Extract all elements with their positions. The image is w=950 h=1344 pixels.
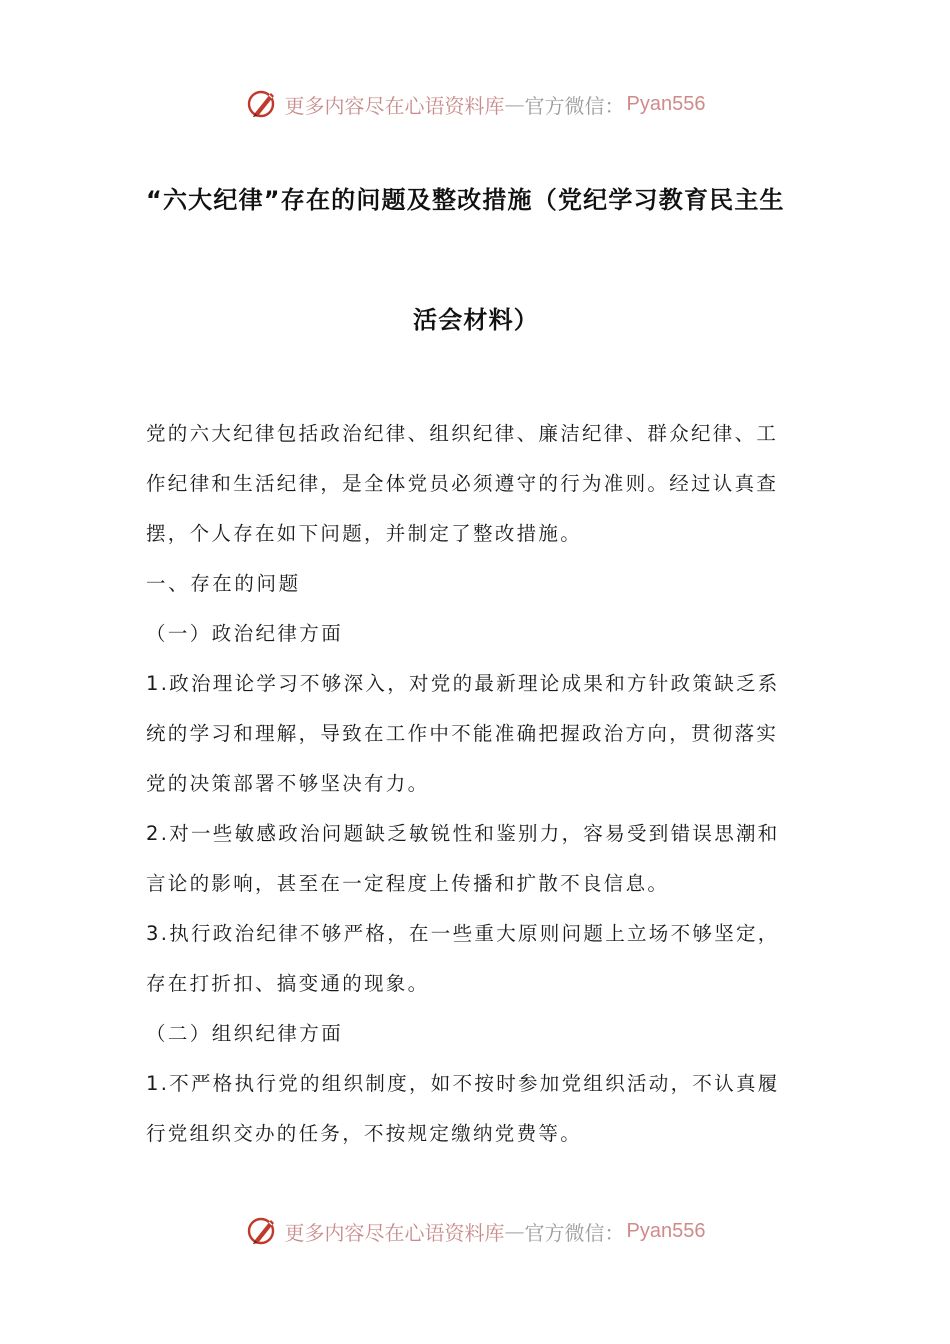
body-line: 存在打折扣、搞变通的现象。 [146, 972, 430, 995]
body-line: 1.政治理论学习不够深入，对党的最新理论成果和方针政策缺乏系 [146, 672, 780, 695]
body-line: 3.执行政治纪律不够严格，在一些重大原则问题上立场不够坚定， [146, 922, 780, 945]
banner-wechat-label: 官方微信： [524, 1220, 625, 1245]
body-line: 摆，个人存在如下问题，并制定了整改措施。 [146, 522, 583, 545]
document-title-line-1: “六大纪律”存在的问题及整改措施（党纪学习教育民主生 [146, 186, 785, 214]
banner-text: 更多内容尽在心语资料库 [284, 1220, 505, 1245]
banner-separator: — [504, 1219, 525, 1243]
banner-wechat-id: Pyan556 [626, 1219, 706, 1242]
body-line: 统的学习和理解，导致在工作中不能准确把握政治方向，贯彻落实 [146, 722, 779, 745]
document-title-line-2: 活会材料） [413, 306, 539, 334]
header-watermark-banner [0, 84, 950, 124]
body-line: 2.对一些敏感政治问题缺乏敏锐性和鉴别力，容易受到错误思潮和 [146, 822, 780, 845]
pen-logo-icon [245, 1214, 279, 1248]
body-line: 作纪律和生活纪律，是全体党员必须遵守的行为准则。经过认真查 [146, 472, 779, 495]
body-line: 党的决策部署不够坚决有力。 [146, 772, 430, 795]
body-line: 1.不严格执行党的组织制度，如不按时参加党组织活动，不认真履 [146, 1072, 780, 1095]
body-line: 行党组织交办的任务，不按规定缴纳党费等。 [146, 1122, 583, 1145]
banner-content [245, 87, 706, 121]
banner-wechat-label: 官方微信： [524, 93, 625, 118]
footer-watermark-banner [0, 1211, 950, 1251]
section-heading: 一、存在的问题 [146, 572, 301, 595]
subsection-heading: （一）政治纪律方面 [146, 622, 344, 645]
document-body [146, 417, 810, 1167]
banner-content [245, 1214, 706, 1248]
banner-text: 更多内容尽在心语资料库 [284, 93, 505, 118]
body-line: 党的六大纪律包括政治纪律、组织纪律、廉洁纪律、群众纪律、工 [146, 422, 779, 445]
banner-separator: — [504, 92, 525, 116]
subsection-heading: （二）组织纪律方面 [146, 1022, 344, 1045]
banner-wechat-id: Pyan556 [626, 92, 706, 115]
pen-logo-icon [245, 87, 279, 121]
body-line: 言论的影响，甚至在一定程度上传播和扩散不良信息。 [146, 872, 670, 895]
